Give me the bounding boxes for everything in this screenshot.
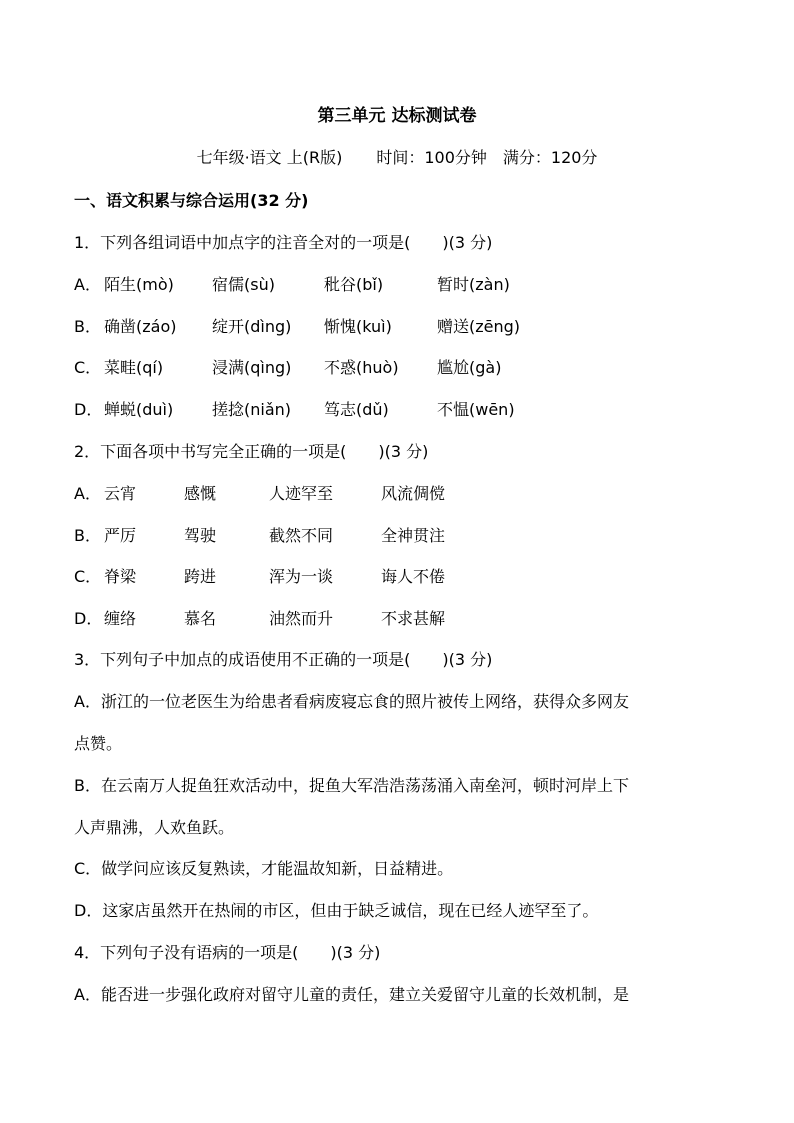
question-4-option-a: A．能否进一步强化政府对留守儿童的责任，建立关爱留守儿童的长效机制，是 [74,985,629,1004]
option-item: 诲人不倦 [381,567,446,586]
option-item: 截然不同 [269,526,334,545]
option-item: 秕谷(bǐ) [324,275,384,294]
option-item: 缠络 [104,609,137,628]
question-3-option-a: A．浙江的一位老医生为给患者看病废寝忘食的照片被传上网络，获得众多网友 [74,692,629,711]
option-label: A． [74,275,101,294]
page-title: 第三单元 达标测试卷 [317,106,477,126]
option-item: 陌生(mò) [104,275,174,294]
option-label: C． [74,567,102,586]
option-label: D． [74,400,103,419]
option-item: 搓捻(niǎn) [212,400,292,419]
option-item: 不求甚解 [381,609,446,628]
option-item: 风流倜傥 [381,484,446,503]
question-3-option-c: C．做学问应该反复熟读，才能温故知新，日益精进。 [74,859,454,878]
option-item: 全神贯注 [381,526,446,545]
option-label: B． [74,526,101,545]
option-item: 慕名 [184,609,217,628]
option-item: 浸满(qìng) [212,358,292,377]
question-3-option-a-cont: 点赞。 [74,734,123,753]
option-item: 赠送(zēng) [437,317,521,336]
option-item: 不惑(huò) [324,358,399,377]
option-item: 宿儒(sù) [212,275,275,294]
option-label: C． [74,358,102,377]
option-item: 驾驶 [184,526,217,545]
option-item: 严厉 [104,526,137,545]
question-3-option-b: B．在云南万人捉鱼狂欢活动中，捉鱼大军浩浩荡荡涌入南垒河，顿时河岸上下 [74,776,629,795]
option-label: D． [74,609,103,628]
option-item: 绽开(dìng) [212,317,292,336]
question-4-stem: 4．下列句子没有语病的一项是( )(3 分) [74,943,381,962]
option-label: A． [74,484,101,503]
question-1-stem: 1．下列各组词语中加点字的注音全对的一项是( )(3 分) [74,233,493,252]
option-item: 蝉蜕(duì) [104,400,174,419]
option-item: 脊梁 [104,567,137,586]
option-label: B． [74,317,101,336]
option-item: 感慨 [184,484,217,503]
time-label: 时间：100分钟 [376,148,487,167]
exam-info [0,146,794,170]
option-item: 笃志(dǔ) [324,400,389,419]
question-2-stem: 2．下面各项中书写完全正确的一项是( )(3 分) [74,442,429,461]
option-item: 确凿(záo) [104,317,177,336]
option-item: 人迹罕至 [269,484,334,503]
score-label: 满分：120分 [502,148,598,167]
grade-label: 七年级·语文 上(R版) [196,148,343,167]
question-3-stem: 3．下列句子中加点的成语使用不正确的一项是( )(3 分) [74,650,493,669]
option-item: 暂时(zàn) [437,275,510,294]
option-item: 不愠(wēn) [437,400,515,419]
option-item: 菜畦(qí) [104,358,164,377]
question-3-option-b-cont: 人声鼎沸，人欢鱼跃。 [74,818,235,837]
option-item: 惭愧(kuì) [324,317,392,336]
option-item: 云宵 [104,484,137,503]
section-heading: 一、语文积累与综合运用(32 分) [74,191,309,210]
option-item: 跨进 [184,567,217,586]
option-item: 浑为一谈 [269,567,334,586]
option-item: 尴尬(gà) [437,358,502,377]
option-item: 油然而升 [269,609,334,628]
question-3-option-d: D．这家店虽然开在热闹的市区，但由于缺乏诚信，现在已经人迹罕至了。 [74,901,599,920]
